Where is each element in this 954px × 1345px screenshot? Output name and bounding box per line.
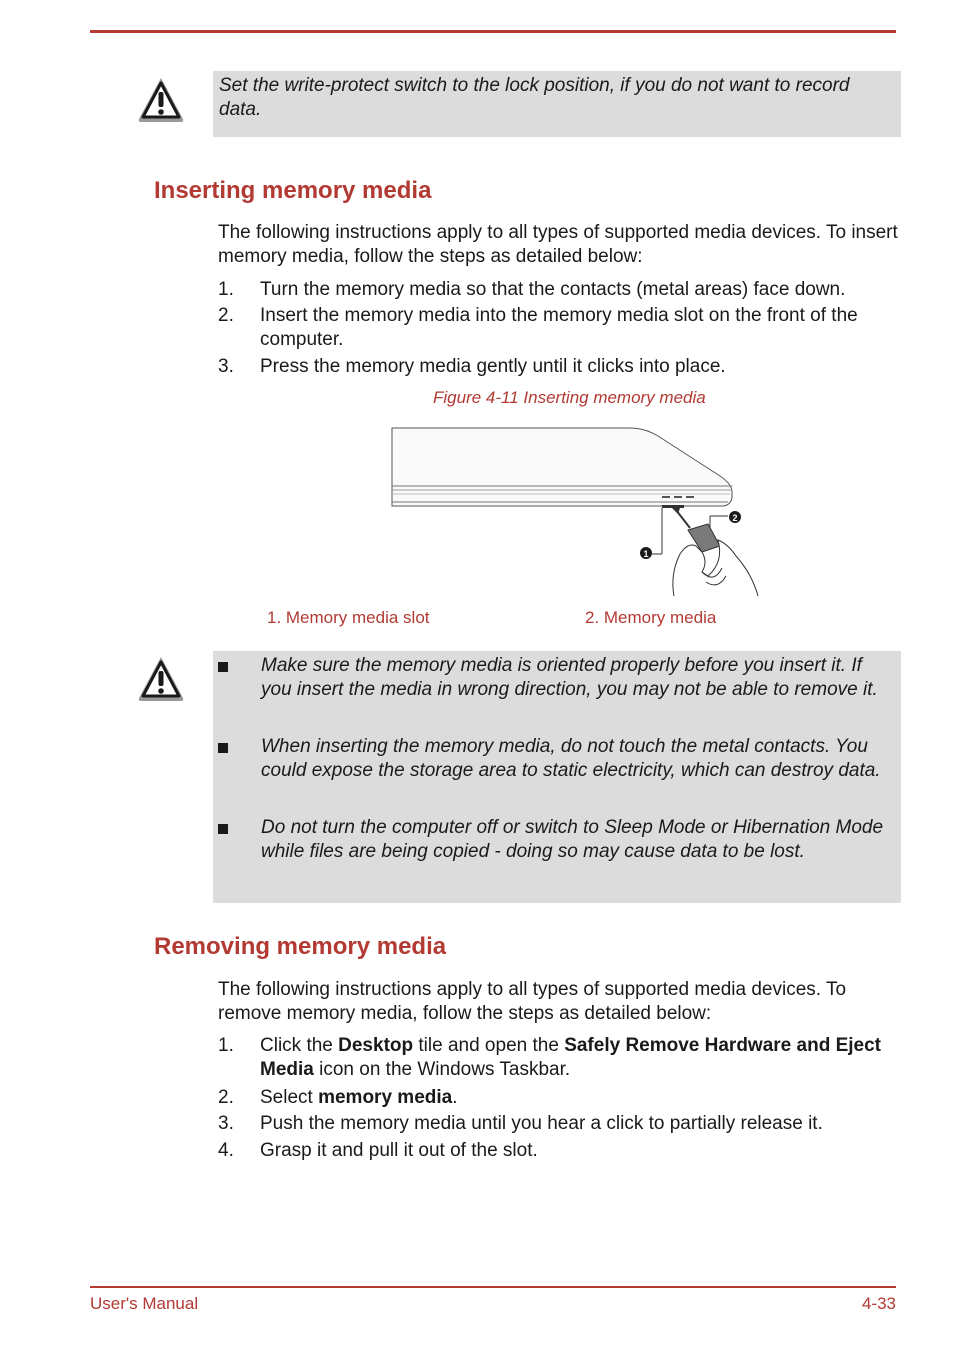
- safely-remove-term: Safely Remove Hardware and Eject Media: [260, 1035, 881, 1080]
- list-number: 3.: [218, 356, 234, 377]
- warning-note-text: Set the write-protect switch to the lock position, if you do not want to record data.: [219, 75, 850, 120]
- square-bullet-icon: [218, 824, 228, 834]
- callout-2: 2: [732, 513, 738, 523]
- square-bullet-icon: [218, 743, 228, 753]
- warning-triangle-icon: [136, 75, 186, 125]
- list-number: 2.: [218, 1087, 234, 1108]
- list-text: Push the memory media until you hear a click to partially release it.: [260, 1113, 823, 1134]
- memory-media-term: memory media: [318, 1087, 453, 1108]
- list-number: 2.: [218, 305, 234, 326]
- page-number: 4-33: [861, 1294, 896, 1313]
- list-number: 1.: [218, 1035, 234, 1056]
- warning-note: [213, 71, 901, 137]
- list-number: 3.: [218, 1113, 234, 1134]
- list-text: Make sure the memory media is oriented properly before you insert it. If you insert the media in wrong direction, you may not be able to remove it.: [261, 655, 878, 700]
- removing-intro: The following instructions apply to all types of supported media devices. To remove memory media, follow the steps as detailed below:: [218, 979, 847, 1024]
- list-text: Click the Desktop tile and open the Safely Remove Hardware and Eject Media icon on the Windows Taskbar.: [260, 1035, 881, 1080]
- inserting-intro: The following instructions apply to all types of supported media devices. To insert memory media, follow the steps as detailed below:: [218, 222, 898, 267]
- header-rule: [90, 30, 896, 33]
- desktop-term: Desktop: [338, 1035, 414, 1056]
- list-text: Select memory media.: [260, 1087, 458, 1108]
- warning-list-note: [213, 651, 901, 903]
- section-heading-removing: Removing memory media: [154, 933, 447, 960]
- list-text: Grasp it and pull it out of the slot.: [260, 1140, 538, 1161]
- legend-memory-media-slot: 1. Memory media slot: [267, 608, 430, 627]
- list-text: Press the memory media gently until it clicks into place.: [260, 356, 726, 377]
- list-text: Turn the memory media so that the contacts (metal areas) face down.: [260, 279, 846, 300]
- footer-title: User's Manual: [90, 1294, 199, 1313]
- list-text: Insert the memory media into the memory media slot on the front of the computer.: [260, 305, 858, 350]
- list-number: 4.: [218, 1140, 234, 1161]
- legend-memory-media: 2. Memory media: [585, 608, 717, 627]
- list-text: Do not turn the computer off or switch to Sleep Mode or Hibernation Mode while files are being copied - doing so may cause data to be lost.: [261, 817, 884, 862]
- footer-rule: [90, 1286, 896, 1288]
- square-bullet-icon: [218, 662, 228, 672]
- warning-triangle-icon: [136, 654, 186, 704]
- section-heading-inserting: Inserting memory media: [154, 177, 432, 204]
- figure-caption: Figure 4-11 Inserting memory media: [433, 388, 706, 407]
- laptop-illustration: [390, 424, 770, 600]
- list-number: 1.: [218, 279, 234, 300]
- list-text: When inserting the memory media, do not touch the metal contacts. You could expose the storage area to static electricity, which can destroy data.: [261, 736, 881, 781]
- callout-1: 1: [643, 549, 649, 559]
